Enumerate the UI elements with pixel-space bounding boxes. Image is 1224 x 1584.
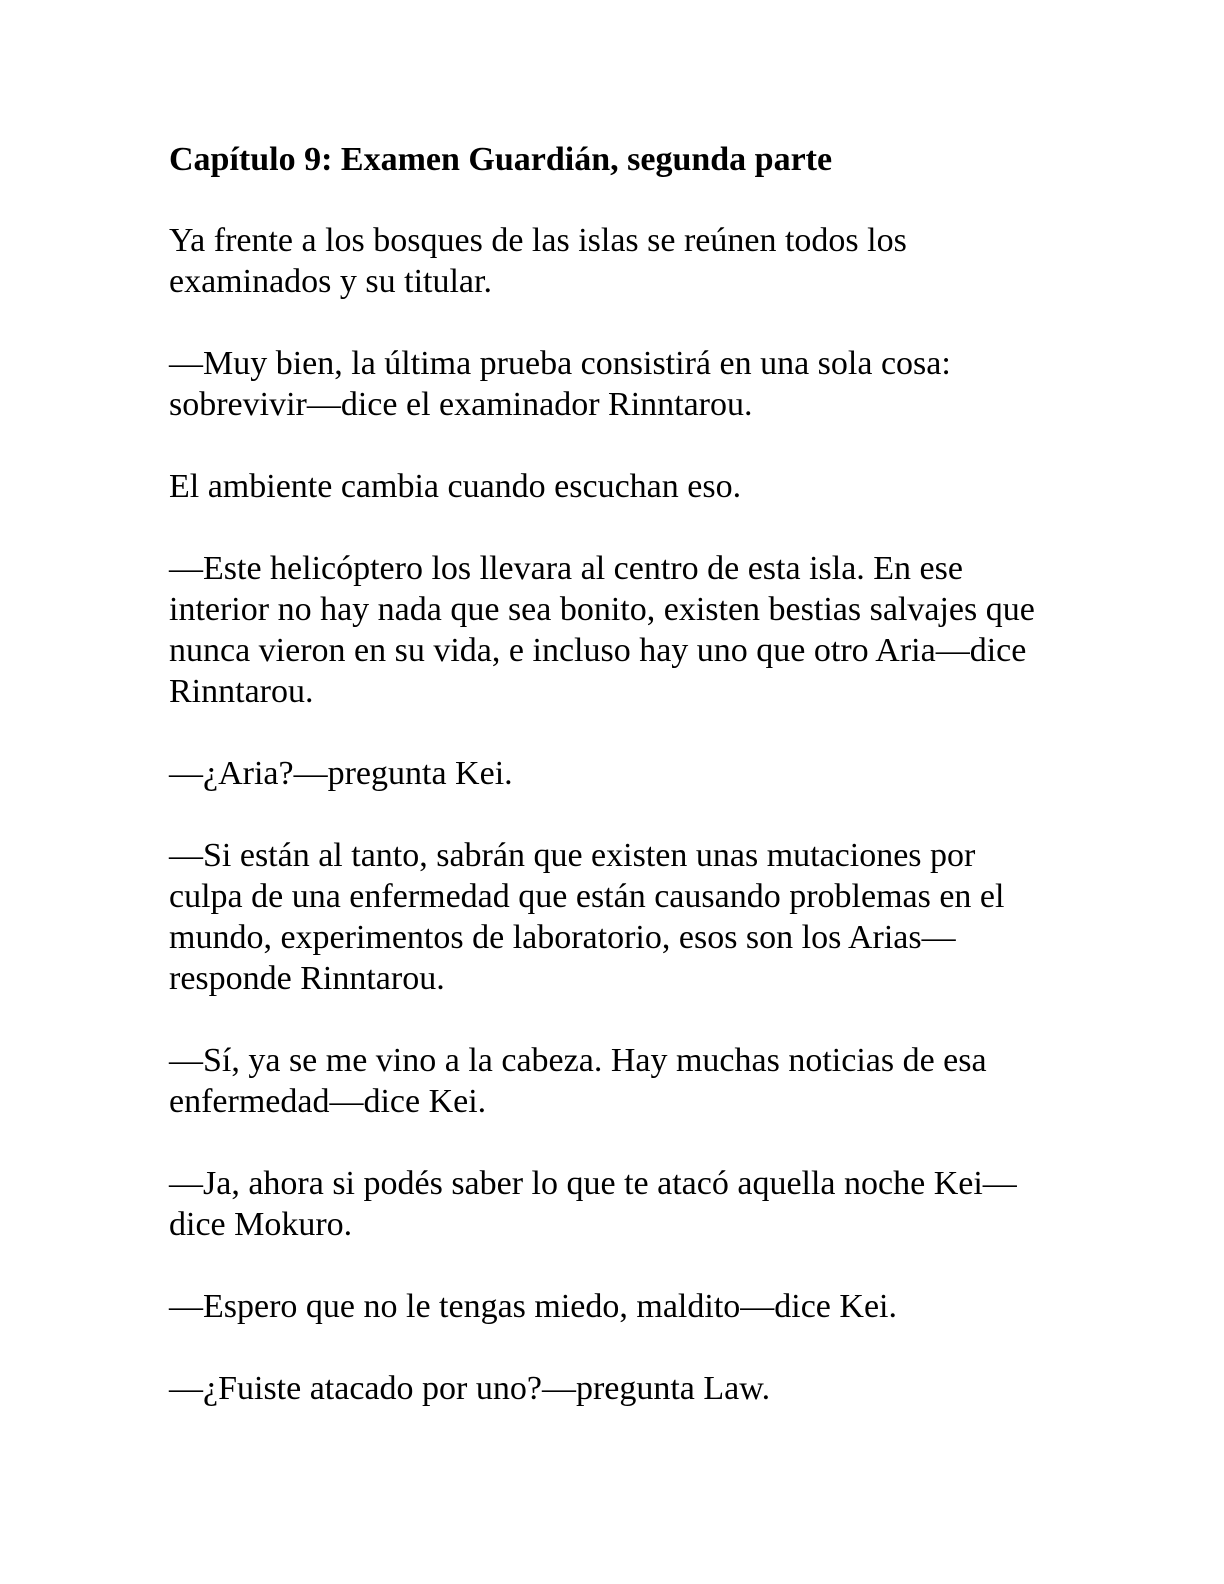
paragraph: —Si están al tanto, sabrán que existen unas mutaciones por culpa de una enfermedad que están causando problemas en el mundo, experimentos de laboratorio, esos son los Arias— responde Rinntarou.: [169, 837, 1005, 997]
paragraph: —Este helicóptero los llevara al centro de esta isla. En ese interior no hay nada que sea bonito, existen bestias salvajes que nunca vieron en su vida, e incluso hay uno que otro Aria—dice Rinntarou.: [169, 550, 1035, 710]
paragraph: El ambiente cambia cuando escuchan eso.: [169, 468, 742, 505]
page-content: [169, 138, 1049, 1450]
paragraph: —Ja, ahora si podés saber lo que te atacó aquella noche Kei—dice Mokuro.: [169, 1165, 1017, 1243]
paragraph: —Sí, ya se me vino a la cabeza. Hay muchas noticias de esa enfermedad—dice Kei.: [169, 1042, 987, 1120]
chapter-title: Capítulo 9: Examen Guardián, segunda parte: [169, 141, 833, 178]
paragraph: —¿Fuiste atacado por uno?—pregunta Law.: [169, 1370, 771, 1407]
paragraph: —Espero que no le tengas miedo, maldito—dice Kei.: [169, 1288, 897, 1325]
paragraph: Ya frente a los bosques de las islas se reúnen todos los examinados y su titular.: [169, 222, 907, 300]
paragraph: —¿Aria?—pregunta Kei.: [169, 755, 513, 792]
paragraph: —Muy bien, la última prueba consistirá en una sola cosa: sobrevivir—dice el examinador Rinntarou.: [169, 345, 951, 423]
